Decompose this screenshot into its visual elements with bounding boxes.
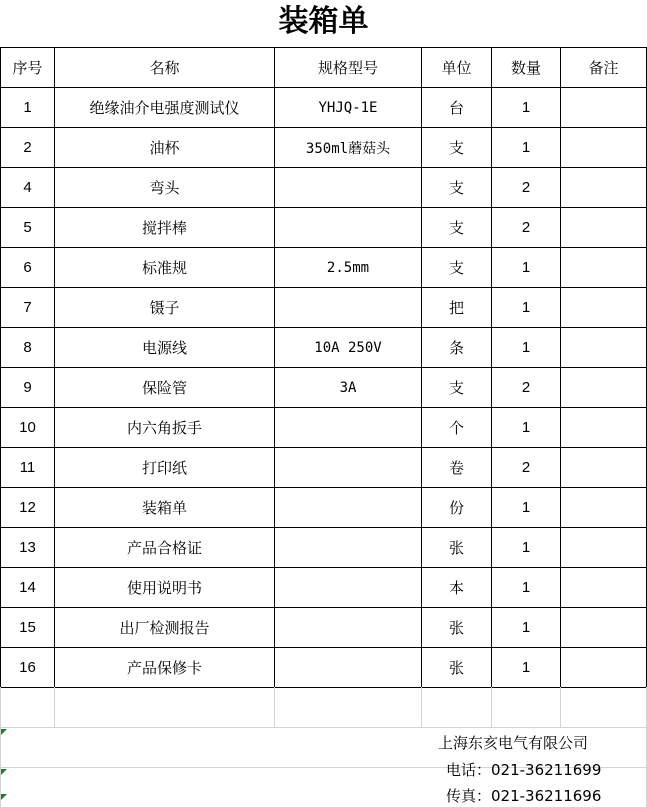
cell-note <box>561 328 646 367</box>
cell-no: 10 <box>19 419 36 436</box>
cell-spec <box>275 288 421 327</box>
cell-qty: 1 <box>521 139 531 156</box>
cell-note <box>561 208 646 247</box>
cell-no: 15 <box>19 619 36 636</box>
cell-note <box>561 88 646 127</box>
cell-note <box>561 128 646 167</box>
cell-spec <box>275 568 421 607</box>
cell-unit: 条 <box>448 339 464 357</box>
grid-line <box>560 687 561 727</box>
cell-qty: 1 <box>521 659 531 676</box>
cell-unit: 张 <box>448 539 464 557</box>
cell-qty: 1 <box>521 99 531 116</box>
cell-name: 产品保修卡 <box>126 659 202 677</box>
cell-spec <box>275 608 421 647</box>
cell-unit: 台 <box>448 99 464 117</box>
page-title: 装箱单 <box>278 4 369 39</box>
cell-no: 9 <box>23 379 32 396</box>
cell-spec <box>275 408 421 447</box>
cell-qty: 1 <box>521 539 531 556</box>
cell-no: 8 <box>23 339 32 356</box>
column-header-name: 名称 <box>149 59 180 77</box>
cell-note <box>561 608 646 647</box>
cell-qty: 1 <box>521 579 531 596</box>
grid-line <box>0 687 647 688</box>
column-header-unit: 单位 <box>441 59 472 77</box>
cell-name: 绝缘油介电强度测试仪 <box>89 99 240 117</box>
cell-no: 12 <box>19 499 36 516</box>
cell-unit: 支 <box>448 259 464 277</box>
column-header-spec: 规格型号 <box>317 59 378 77</box>
cell-note <box>561 448 646 487</box>
cell-qty: 1 <box>521 339 531 356</box>
cell-spec: 10A 250V <box>314 339 382 356</box>
cell-name: 标准规 <box>141 259 187 277</box>
cell-comment-marker-icon <box>1 769 7 775</box>
cell-no: 7 <box>23 299 32 316</box>
cell-note <box>561 368 646 407</box>
cell-note <box>561 168 646 207</box>
cell-note <box>561 648 646 687</box>
cell-no: 4 <box>23 179 32 196</box>
cell-no: 16 <box>19 659 36 676</box>
cell-name: 电源线 <box>141 339 187 357</box>
cell-unit: 卷 <box>448 459 464 477</box>
grid-line <box>0 727 647 728</box>
footer-company: 上海东亥电气有限公司 <box>438 734 589 752</box>
grid-line <box>421 687 422 727</box>
cell-note <box>561 288 646 327</box>
cell-unit: 支 <box>448 179 464 197</box>
cell-no: 1 <box>23 99 32 116</box>
grid-line <box>274 687 275 727</box>
cell-qty: 2 <box>521 219 531 236</box>
grid-line <box>54 687 55 727</box>
cell-name: 搅拌棒 <box>141 219 187 237</box>
cell-no: 2 <box>23 139 32 156</box>
cell-name: 打印纸 <box>141 459 187 477</box>
cell-spec <box>275 528 421 567</box>
cell-unit: 支 <box>448 379 464 397</box>
cell-name: 使用说明书 <box>126 579 202 597</box>
cell-no: 11 <box>19 459 36 476</box>
cell-name: 装箱单 <box>141 499 187 517</box>
cell-spec: 3A <box>339 379 357 396</box>
cell-unit: 把 <box>448 299 464 317</box>
cell-comment-marker-icon <box>1 794 7 800</box>
cell-spec: 2.5mm <box>326 259 370 276</box>
column-header-note: 备注 <box>588 59 619 77</box>
cell-no: 13 <box>19 539 36 556</box>
cell-name: 产品合格证 <box>126 539 202 557</box>
cell-qty: 1 <box>521 259 531 276</box>
cell-qty: 1 <box>521 419 531 436</box>
cell-spec: YHJQ-1E <box>318 99 378 116</box>
cell-unit: 本 <box>448 579 464 597</box>
column-header-qty: 数量 <box>510 59 541 77</box>
cell-name: 镊子 <box>149 299 180 317</box>
cell-note <box>561 248 646 287</box>
cell-spec <box>275 448 421 487</box>
cell-spec <box>275 488 421 527</box>
cell-spec <box>275 648 421 687</box>
cell-unit: 支 <box>448 139 464 157</box>
cell-note <box>561 528 646 567</box>
cell-qty: 1 <box>521 299 531 316</box>
column-header-no: 序号 <box>12 59 43 77</box>
cell-no: 6 <box>23 259 32 276</box>
cell-note <box>561 488 646 527</box>
cell-qty: 2 <box>521 379 531 396</box>
cell-spec <box>275 168 421 207</box>
cell-unit: 张 <box>448 659 464 677</box>
cell-unit: 支 <box>448 219 464 237</box>
footer-fax: 传真：021-36211696 <box>446 787 602 805</box>
cell-name: 保险管 <box>141 379 187 397</box>
cell-spec: 350ml蘑菇头 <box>305 140 391 157</box>
grid-line <box>491 687 492 727</box>
grid-line <box>0 687 1 727</box>
cell-qty: 1 <box>521 619 531 636</box>
cell-comment-marker-icon <box>1 729 7 735</box>
cell-no: 14 <box>19 579 36 596</box>
cell-qty: 2 <box>521 459 531 476</box>
cell-note <box>561 568 646 607</box>
cell-name: 油杯 <box>149 139 180 157</box>
cell-unit: 份 <box>448 499 464 517</box>
cell-qty: 2 <box>521 179 531 196</box>
cell-unit: 个 <box>448 419 464 437</box>
footer-phone: 电话：021-36211699 <box>446 761 602 779</box>
cell-no: 5 <box>23 219 32 236</box>
cell-name: 出厂检测报告 <box>119 619 210 637</box>
cell-unit: 张 <box>448 619 464 637</box>
cell-spec <box>275 208 421 247</box>
cell-name: 内六角扳手 <box>126 419 202 437</box>
cell-qty: 1 <box>521 499 531 516</box>
cell-name: 弯头 <box>149 179 180 197</box>
cell-note <box>561 408 646 447</box>
